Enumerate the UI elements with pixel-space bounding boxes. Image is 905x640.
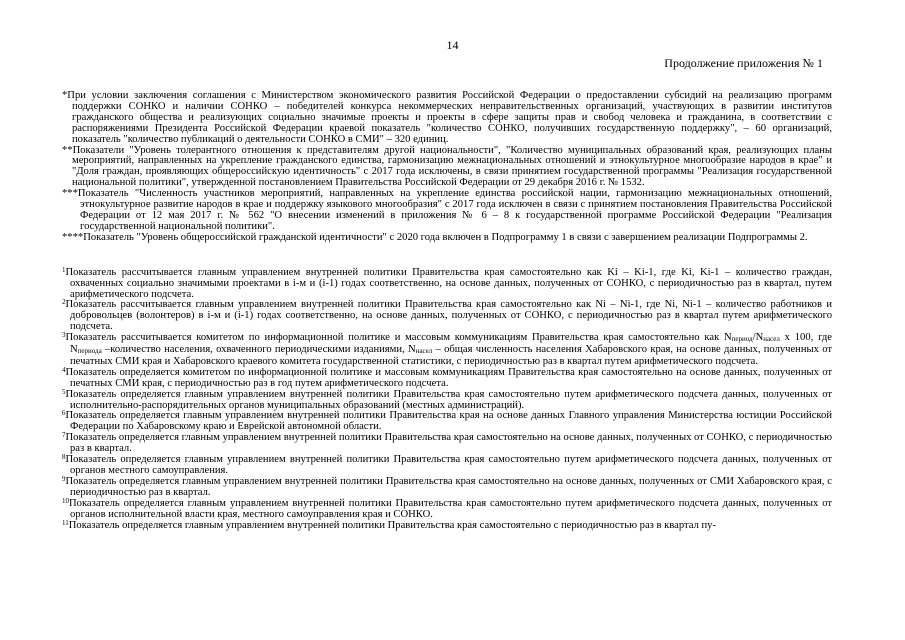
indicator-number: 11 xyxy=(62,518,69,527)
footnote-marker: ** xyxy=(62,144,73,156)
footnotes-block xyxy=(62,91,832,531)
footnote-marker: * xyxy=(62,90,68,101)
indicator-number: 10 xyxy=(62,496,69,505)
footnote-star-4 xyxy=(62,233,832,244)
indicator-text: Показатель определяется главным управлением внутренней политики Правительства края самостоятельно путем арифметического подсчета данных, полученных от исполнительно-распорядительных органов муниципальных образований (местных администраций). xyxy=(65,388,832,411)
indicator-text: Показатель определяется главным управлением внутренней политики Правительства края самостоятельно путем арифметического подсчета данных, полученных от органов местного самоуправления. xyxy=(65,454,832,476)
formula-subscript: насел xyxy=(763,335,780,344)
indicator-text: Показатель определяется главным управлением внутренней политики Правительства края самостоятельно на основе данных, полученных от СМИ Хабаровского края, с периодичностью раз в квартал. xyxy=(65,475,832,498)
formula-text: /N xyxy=(752,332,764,344)
footnote-marker: **** xyxy=(62,231,84,243)
footnote-text: Показатель "Уровень общероссийской гражданской идентичности" с 2020 года включен в Подпрограмму 1 в связи с завершением реализации Подпрограммы 2. xyxy=(83,231,808,243)
indicator-note-1 xyxy=(62,265,832,301)
formula-subscript: период xyxy=(731,335,753,344)
indicator-number: 8 xyxy=(62,453,66,462)
continuation-note: Продолжение приложения № 1 xyxy=(664,56,823,70)
indicator-number: 1 xyxy=(62,265,66,274)
indicator-text: Показатель определяется главным управлением внутренней политики Правительства края самостоятельно с периодичностью раз в квартал пу- xyxy=(68,519,716,531)
indicator-note-6 xyxy=(62,411,832,433)
formula-subscript: периода xyxy=(77,347,102,356)
footnote-star-1 xyxy=(62,91,832,146)
indicator-text: Показатель рассчитывается комитетом по информационной политике и массовым коммуникациям Правительства края самостоятельно как N xyxy=(65,332,732,344)
indicator-note-3 xyxy=(62,333,832,368)
indicator-text: Показатель определяется главным управлением внутренней политики Правительства края на основе данных Главного управления Министерства юстиции Российской Федерации по Хабаровскому краю и Еврейской автономной области. xyxy=(65,410,832,433)
indicator-text: Показатель рассчитывается главным управлением внутренней политики Правительства края самостоятельно как Ki – Ki-1, где Ki, Ki-1 – количество граждан, охваченных социально значимыми проектами в i-м и (i-1) годах соответственно, на основе данных, полученных от СОНКО, с периодичностью раз в квартал, путем арифметического подсчета. xyxy=(65,266,832,300)
indicator-number: 7 xyxy=(62,431,66,440)
footnote-star-2 xyxy=(62,146,832,190)
formula-subscript: насел xyxy=(415,347,433,356)
footnote-text: Показатели "Уровень толерантного отношения к представителям другой национальности", "Количество муниципальных образований края, реализующих планы мероприятий, направленных на укрепление гражданского единства, гармонизацию межнациональных отношений и этнокультурное многообразие народов в крае" и "Доля граждан, проявляющих общероссийскую идентичность" с 2017 года исключены, в связи принятием государственной программы "Реализация государственной национальной политики", утвержденной постановлением Правительства Российской Федерации от 29 декабря 2016 г. № 1532. xyxy=(72,144,832,189)
footnote-marker: *** xyxy=(62,188,78,200)
indicator-text: – общая численность населения Хабаровского края, на основе данных, полученных от печатных СМИ края и Хабаровского краевого комитета государственной статистики, с периодичностью раз в квартал путем арифметического подсчета. xyxy=(70,344,832,367)
footnote-star-3 xyxy=(62,189,832,233)
indicator-text: Показатель рассчитывается главным управлением внутренней политики Правительства края самостоятельно как Ni – Ni-1, где Ni, Ni-1 – количество работников и добровольцев (волонтеров) в i-м и (i-1) годах соответственно, на основе данных, полученных от СОНКО, с периодичностью раз в квартал путем арифметического подсчета. xyxy=(65,299,832,333)
footnote-text: При условии заключения соглашения с Министерством экономического развития Российской Федерации о предоставлении субсидий на реализацию программ поддержки СОНКО и наличии СОНКО – победителей конкурса некоммерческих неправительственных организаций, участвующих в развитии институтов гражданского общества и реализующих социально значимые проекты и проекты в сфере защиты прав и свобод человека и гражданина, в соответствии с распоряжениями Президента Российской Федерации краевой показатель "количество СОНКО, получивших государственную поддержку", – 60 организаций, показатель "количество публикаций о деятельности СОНКО в СМИ" – 320 единиц. xyxy=(67,90,832,145)
indicator-note-2 xyxy=(62,300,832,333)
indicator-note-4 xyxy=(62,365,832,390)
indicator-note-8 xyxy=(62,455,832,477)
footnote-text: Показатель "Численность участников мероприятий, направленных на укрепление единства российской нации, гармонизацию межнациональных отношений, этнокультурное развитие народов в крае и поддержку языкового многообразия" с 2017 года исключен в связи с принятием постановления Правительства Российской Федерации от 12 мая 2017 г. № 562 "О внесении изменений в приложения № 6 – 8 к государственной программе Российской Федерации "Реализация государственной национальной политики". xyxy=(77,188,832,232)
indicator-text: Показатель определяется комитетом по информационной политике и массовым коммуникациям Правительства края самостоятельно на основе данных, полученных от печатных СМИ края, с периодичностью раз в год путем арифметического подсчета. xyxy=(65,366,832,389)
indicator-number: 4 xyxy=(62,365,66,374)
indicator-note-9 xyxy=(62,474,832,499)
indicator-number: 9 xyxy=(62,474,66,483)
indicator-note-11 xyxy=(62,518,832,532)
indicator-note-10 xyxy=(62,496,832,521)
indicator-number: 2 xyxy=(62,298,66,307)
section-gap xyxy=(62,244,832,268)
formula-text: х 100, где N xyxy=(70,332,832,356)
indicator-number: 5 xyxy=(62,387,66,396)
indicator-text: Показатель определяется главным управлением внутренней политики Правительства края самостоятельно путем арифметического подсчета данных, полученных от органов исполнительной власти края, местного самоуправления края и СОНКО. xyxy=(69,497,832,520)
indicator-note-7 xyxy=(62,433,832,455)
indicator-number: 3 xyxy=(62,331,66,340)
indicator-note-5 xyxy=(62,387,832,412)
page-number: 14 xyxy=(446,38,459,52)
indicator-text: Показатель определяется главным управлением внутренней политики Правительства края самостоятельно на основе данных, полученных от СОНКО, с периодичностью раз в квартал. xyxy=(65,432,832,455)
indicator-number: 6 xyxy=(62,409,66,418)
formula-text: –количество населения, охваченного периодическими изданиями, N xyxy=(101,344,416,356)
